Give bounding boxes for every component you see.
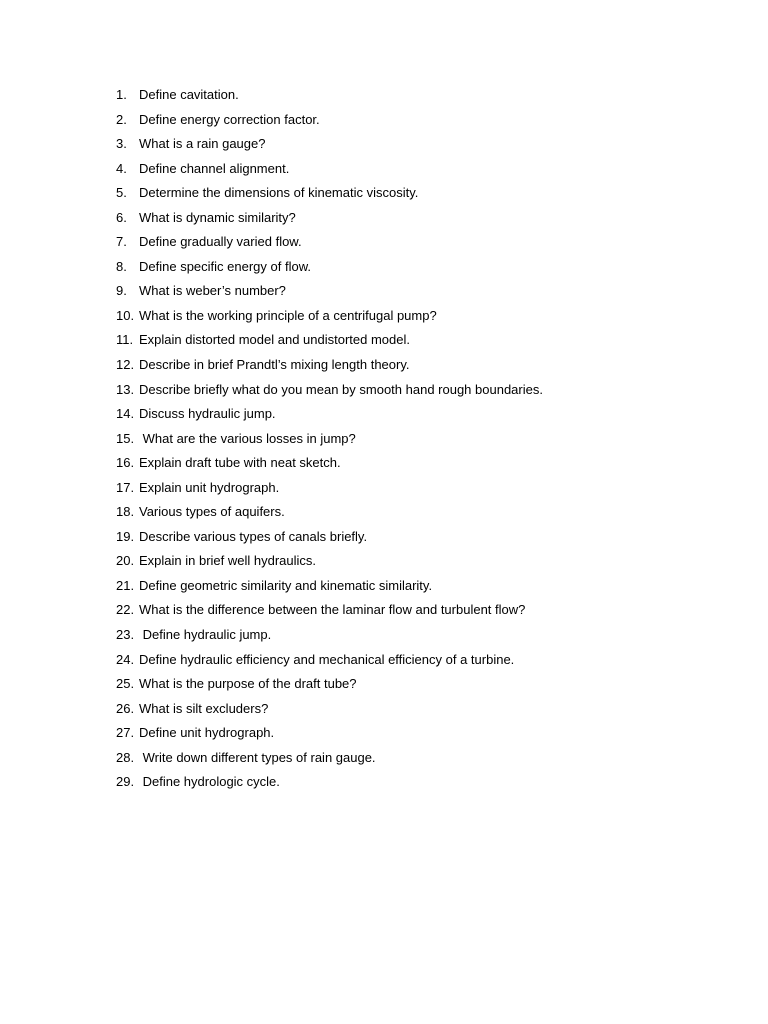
question-text: Define hydraulic efficiency and mechanical efficiency of a turbine. (139, 651, 515, 667)
question-text: What is the difference between the laminar flow and turbulent flow? (139, 602, 526, 618)
question-text: What are the various losses in jump? (139, 430, 356, 446)
question-item-28 (116, 749, 736, 774)
question-text: Describe in brief Prandtl’s mixing length theory. (139, 357, 410, 373)
question-text: Define gradually varied flow. (139, 234, 302, 250)
question-text: What is silt excluders? (139, 700, 269, 716)
question-number: 27. (116, 725, 135, 741)
question-item-7 (116, 233, 736, 258)
question-item-9 (116, 282, 736, 307)
question-number: 8. (116, 258, 127, 274)
question-item-25 (116, 675, 736, 700)
question-item-6 (116, 209, 736, 234)
question-number: 2. (116, 111, 127, 127)
question-list (116, 86, 736, 798)
question-item-10 (116, 307, 736, 332)
question-text: Explain in brief well hydraulics. (139, 553, 317, 569)
question-item-13 (116, 381, 736, 406)
question-item-26 (116, 700, 736, 725)
question-number: 29. (116, 774, 135, 790)
question-item-4 (116, 160, 736, 185)
question-number: 13. (116, 381, 135, 397)
question-text: Describe briefly what do you mean by smooth hand rough boundaries. (139, 381, 543, 397)
question-item-19 (116, 528, 736, 553)
question-text: Write down different types of rain gauge. (139, 749, 376, 765)
question-number: 15. (116, 430, 135, 446)
question-item-1 (116, 86, 736, 111)
question-item-18 (116, 503, 736, 528)
question-number: 24. (116, 651, 135, 667)
question-number: 7. (116, 234, 127, 250)
question-number: 14. (116, 406, 135, 422)
question-number: 4. (116, 160, 127, 176)
question-text: Various types of aquifers. (139, 504, 285, 520)
question-number: 9. (116, 283, 127, 299)
question-text: Determine the dimensions of kinematic viscosity. (139, 185, 419, 201)
question-text: What is dynamic similarity? (139, 209, 296, 225)
question-text: What is weber’s number? (139, 283, 286, 299)
question-text: Define geometric similarity and kinematic similarity. (139, 577, 433, 593)
question-text: Define channel alignment. (139, 160, 290, 176)
question-number: 5. (116, 185, 127, 201)
question-item-3 (116, 135, 736, 160)
question-number: 19. (116, 528, 135, 544)
question-item-14 (116, 405, 736, 430)
question-item-21 (116, 577, 736, 602)
question-text: Define cavitation. (139, 87, 239, 102)
question-text: Define hydrologic cycle. (139, 774, 280, 790)
question-text: Explain unit hydrograph. (139, 479, 280, 495)
question-item-20 (116, 552, 736, 577)
question-text: What is a rain gauge? (139, 136, 266, 152)
question-number: 17. (116, 479, 135, 495)
question-item-16 (116, 454, 736, 479)
question-number: 18. (116, 504, 135, 520)
question-text: Describe various types of canals briefly. (139, 528, 368, 544)
question-text: Define hydraulic jump. (139, 627, 272, 643)
question-number: 23. (116, 627, 135, 643)
question-item-29 (116, 773, 736, 798)
question-text: Explain draft tube with neat sketch. (139, 455, 341, 471)
question-text: Discuss hydraulic jump. (139, 406, 276, 422)
question-number: 28. (116, 749, 135, 765)
question-number: 26. (116, 700, 135, 716)
question-text: What is the purpose of the draft tube? (139, 676, 357, 692)
question-number: 25. (116, 676, 135, 692)
question-number: 20. (116, 553, 135, 569)
question-number: 11. (116, 332, 134, 348)
question-item-17 (116, 479, 736, 504)
question-number: 22. (116, 602, 135, 618)
question-text: What is the working principle of a centrifugal pump? (139, 307, 437, 323)
question-text: Define specific energy of flow. (139, 258, 311, 274)
question-item-24 (116, 651, 736, 676)
question-item-27 (116, 724, 736, 749)
question-number: 12. (116, 357, 135, 373)
question-number: 10. (116, 307, 135, 323)
question-item-8 (116, 258, 736, 283)
question-item-12 (116, 356, 736, 381)
question-item-5 (116, 184, 736, 209)
question-item-23 (116, 626, 736, 651)
question-number: 21. (116, 577, 135, 593)
question-text: Define energy correction factor. (139, 111, 320, 127)
question-text: Define unit hydrograph. (139, 725, 275, 741)
question-item-22 (116, 601, 736, 626)
question-number: 1. (116, 87, 127, 102)
question-item-15 (116, 430, 736, 455)
question-number: 16. (116, 455, 135, 471)
question-number: 3. (116, 136, 127, 152)
question-number: 6. (116, 209, 127, 225)
question-item-2 (116, 111, 736, 136)
question-item-11 (116, 331, 736, 356)
question-text: Explain distorted model and undistorted model. (139, 332, 410, 348)
